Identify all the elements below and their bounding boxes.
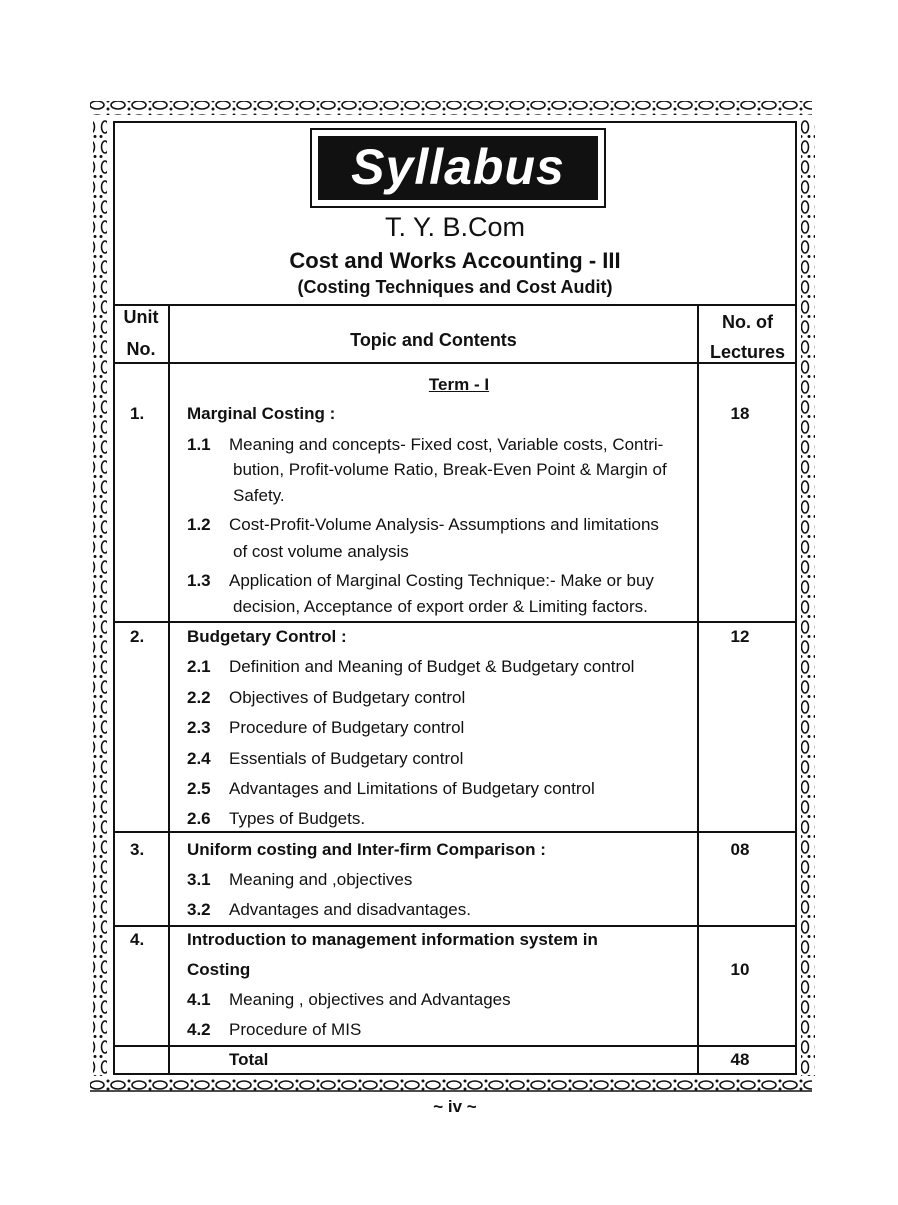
subject-subtitle: (Costing Techniques and Cost Audit) bbox=[297, 277, 613, 297]
logo-text: Syllabus bbox=[318, 136, 598, 200]
unit-title: Budgetary Control : bbox=[187, 627, 347, 646]
term-heading: Term - I bbox=[428, 375, 490, 394]
subtopic-text: Meaning and concepts- Fixed cost, Variable costs, Contri- bbox=[229, 435, 664, 454]
subtopic-number: 2.1 bbox=[187, 657, 211, 676]
divider bbox=[113, 621, 797, 623]
subtopic-text: Application of Marginal Costing Technique:- Make or buy bbox=[229, 571, 654, 590]
course-title: T. Y. B.Com bbox=[384, 212, 526, 242]
unit-title: Marginal Costing : bbox=[187, 404, 336, 423]
syllabus-logo bbox=[310, 128, 606, 208]
page-number: ~ iv ~ bbox=[433, 1097, 477, 1116]
total-lectures: 48 bbox=[730, 1050, 750, 1069]
subtopic-text: Objectives of Budgetary control bbox=[229, 688, 466, 707]
subtopic-text: Definition and Meaning of Budget & Budgetary control bbox=[229, 657, 635, 676]
unit-lectures: 10 bbox=[730, 960, 750, 979]
col-unit-line1: Unit bbox=[123, 307, 159, 327]
subtopic-text: Meaning and ,objectives bbox=[229, 870, 413, 889]
unit-lectures: 12 bbox=[730, 627, 750, 646]
subtopic-text: of cost volume analysis bbox=[233, 542, 409, 561]
subtopic-number: 4.2 bbox=[187, 1020, 211, 1039]
subtopic-text: Advantages and disadvantages. bbox=[229, 900, 471, 919]
unit-title: Uniform costing and Inter-firm Comparison : bbox=[187, 840, 546, 859]
subtopic-number: 2.5 bbox=[187, 779, 211, 798]
unit-number: 1. bbox=[130, 404, 145, 423]
subtopic-text: decision, Acceptance of export order & Limiting factors. bbox=[233, 597, 648, 616]
unit-lectures: 08 bbox=[730, 840, 750, 859]
subtopic-text: Safety. bbox=[233, 486, 285, 505]
subtopic-text: Types of Budgets. bbox=[229, 809, 366, 828]
subtopic-text: Essentials of Budgetary control bbox=[229, 749, 464, 768]
subtopic-text: bution, Profit-volume Ratio, Break-Even Point & Margin of bbox=[233, 460, 667, 479]
subtopic-number: 3.2 bbox=[187, 900, 211, 919]
divider bbox=[113, 304, 797, 306]
subtopic-number: 1.2 bbox=[187, 515, 211, 534]
unit-number: 2. bbox=[130, 627, 145, 646]
subtopic-text: Cost-Profit-Volume Analysis- Assumptions and limitations bbox=[229, 515, 659, 534]
subtopic-text: Procedure of MIS bbox=[229, 1020, 362, 1039]
subtopic-number: 1.1 bbox=[187, 435, 211, 454]
subtopic-number: 1.3 bbox=[187, 571, 211, 590]
col-topic: Topic and Contents bbox=[350, 330, 517, 350]
subtopic-text: Procedure of Budgetary control bbox=[229, 718, 465, 737]
unit-number: 4. bbox=[130, 930, 145, 949]
subtopic-text: Advantages and Limitations of Budgetary control bbox=[229, 779, 595, 798]
subtopic-number: 4.1 bbox=[187, 990, 211, 1009]
divider bbox=[113, 831, 797, 833]
subtopic-number: 2.2 bbox=[187, 688, 211, 707]
total-label: Total bbox=[229, 1050, 269, 1069]
subject-title: Cost and Works Accounting - III bbox=[289, 248, 621, 273]
divider bbox=[113, 925, 797, 927]
divider bbox=[113, 1045, 797, 1047]
unit-lectures: 18 bbox=[730, 404, 750, 423]
subtopic-number: 2.6 bbox=[187, 809, 211, 828]
divider bbox=[113, 362, 797, 364]
col-unit-line2: No. bbox=[126, 339, 156, 359]
unit-number: 3. bbox=[130, 840, 145, 859]
subtopic-number: 3.1 bbox=[187, 870, 211, 889]
subtopic-number: 2.3 bbox=[187, 718, 211, 737]
subtopic-text: Meaning , objectives and Advantages bbox=[229, 990, 511, 1009]
col-lectures-line2: Lectures bbox=[709, 342, 786, 362]
unit-title: Costing bbox=[187, 960, 251, 979]
subtopic-number: 2.4 bbox=[187, 749, 211, 768]
column-divider bbox=[168, 304, 170, 1075]
unit-title: Introduction to management information system in bbox=[187, 930, 598, 949]
col-lectures-line1: No. of bbox=[722, 312, 773, 332]
